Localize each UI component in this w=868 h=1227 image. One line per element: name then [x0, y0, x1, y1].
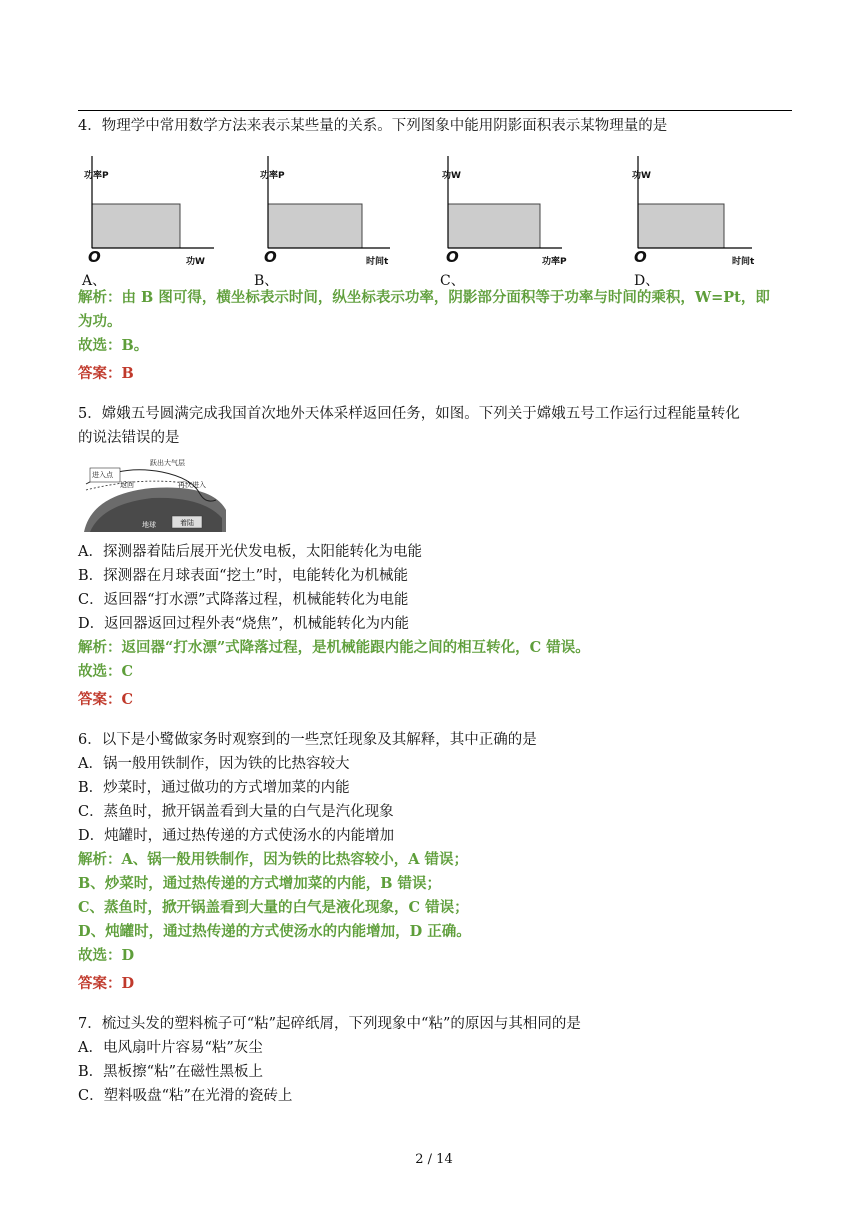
- q5-analysis: 解析：返回器“打水漂”式降落过程，是机械能跟内能之间的相互转化，C 错误。: [78, 639, 590, 656]
- q7-option-a: A．电风扇叶片容易“粘”灰尘: [78, 1040, 263, 1056]
- q6-option-b: B．炒菜时，通过做功的方式增加菜的内能: [78, 780, 350, 796]
- graph-d: [632, 140, 782, 267]
- spacer: [78, 996, 794, 1012]
- graph-a-y-label: 功率P: [84, 171, 109, 181]
- q5-choice: 故选：C: [78, 663, 134, 680]
- graph-c: [442, 140, 592, 267]
- figure-label-earth: 地球: [142, 521, 156, 529]
- graph-d-plot: [632, 140, 782, 260]
- figure-label-landing: 着陆: [180, 519, 194, 527]
- graph-a-plot: [82, 140, 232, 260]
- graph-a: [82, 140, 232, 267]
- q5-stem-line-1: 5．嫦娥五号圆满完成我国首次地外天体采样返回任务，如图。下列关于嫦娥五号工作运行过程能量转化: [78, 406, 740, 422]
- graph-d-origin: O: [634, 248, 647, 266]
- graph-b-option: B、: [254, 273, 279, 289]
- graph-c-plot: [442, 140, 592, 260]
- change5-return-figure: [82, 454, 228, 534]
- graph-c-origin: O: [446, 248, 459, 266]
- graph-b-y-label: 功率P: [260, 171, 285, 181]
- q4-analysis-line-1: 解析：由 B 图可得，横坐标表示时间，纵坐标表示功率，阴影部分面积等于功率与时间的乘积，W=Pt，即: [78, 289, 770, 306]
- q6-choice: 故选：D: [78, 947, 135, 964]
- spacer: [78, 712, 794, 728]
- q6-analysis-b: B、炒菜时，通过热传递的方式增加菜的内能，B 错误；: [78, 875, 442, 892]
- figure-label-reentry: 再次进入: [178, 481, 206, 489]
- q4-graphs: [78, 140, 794, 289]
- figure-label-entry: 进入点: [92, 471, 113, 479]
- q5-stem-line-2: 的说法错误的是: [78, 430, 180, 446]
- graph-d-y-label: 功W: [632, 171, 651, 181]
- q5-option-a: A．探测器着陆后展开光伏发电板，太阳能转化为电能: [78, 544, 422, 560]
- q5-option-d: D．返回器返回过程外表“烧焦”，机械能转化为内能: [78, 616, 409, 632]
- graph-b: [260, 140, 410, 267]
- q4-answer: 答案：B: [78, 365, 134, 382]
- graph-b-x-label: 时间t: [366, 257, 389, 267]
- q6-analysis-c: C、蒸鱼时，掀开锅盖看到大量的白气是液化现象，C 错误；: [78, 899, 469, 916]
- q6-analysis-a: 解析：A、锅一般用铁制作，因为铁的比热容较小，A 错误；: [78, 851, 469, 868]
- figure-label-exit: 跃出大气层: [150, 459, 185, 467]
- graph-c-x-label: 功率P: [542, 257, 567, 267]
- q7-option-b: B．黑板擦“粘”在磁性黑板上: [78, 1064, 263, 1080]
- graph-a-origin: O: [88, 248, 101, 266]
- graph-c-y-label: 功W: [442, 171, 461, 181]
- header-rule: [78, 110, 792, 111]
- q4-stem: 4．物理学中常用数学方法来表示某些量的关系。下列图象中能用阴影面积表示某物理量的是: [78, 118, 668, 134]
- graph-d-x-label: 时间t: [732, 257, 755, 267]
- graph-a-x-label: 功W: [186, 257, 205, 267]
- graph-d-option: D、: [634, 273, 660, 289]
- graph-c-option: C、: [440, 273, 465, 289]
- q6-answer: 答案：D: [78, 975, 135, 992]
- q6-option-a: A．锅一般用铁制作，因为铁的比热容较大: [78, 756, 350, 772]
- q6-option-d: D．炖罐时，通过热传递的方式使汤水的内能增加: [78, 828, 395, 844]
- page-content: [78, 114, 794, 1108]
- q7-option-c: C．塑料吸盘“粘”在光滑的瓷砖上: [78, 1088, 293, 1104]
- graph-a-option: A、: [82, 273, 107, 289]
- q6-option-c: C．蒸鱼时，掀开锅盖看到大量的白气是汽化现象: [78, 804, 394, 820]
- spacer: [78, 386, 794, 402]
- q5-option-c: C．返回器“打水漂”式降落过程，机械能转化为电能: [78, 592, 409, 608]
- q5-answer: 答案：C: [78, 691, 134, 708]
- q5-option-b: B．探测器在月球表面“挖土”时，电能转化为机械能: [78, 568, 408, 584]
- q4-choice: 故选：B。: [78, 337, 149, 354]
- graph-b-plot: [260, 140, 410, 260]
- q6-stem: 6．以下是小鹭做家务时观察到的一些烹饪现象及其解释，其中正确的是: [78, 732, 537, 748]
- figure-label-return: 返回: [120, 481, 134, 489]
- q4-analysis-line-2: 为功。: [78, 313, 122, 330]
- page-number: 2 / 14: [415, 1152, 453, 1167]
- q7-stem: 7．梳过头发的塑料梳子可“粘”起碎纸屑，下列现象中“粘”的原因与其相同的是: [78, 1016, 581, 1032]
- q6-analysis-d: D、炖罐时，通过热传递的方式使汤水的内能增加，D 正确。: [78, 923, 471, 940]
- graph-b-origin: O: [264, 248, 277, 266]
